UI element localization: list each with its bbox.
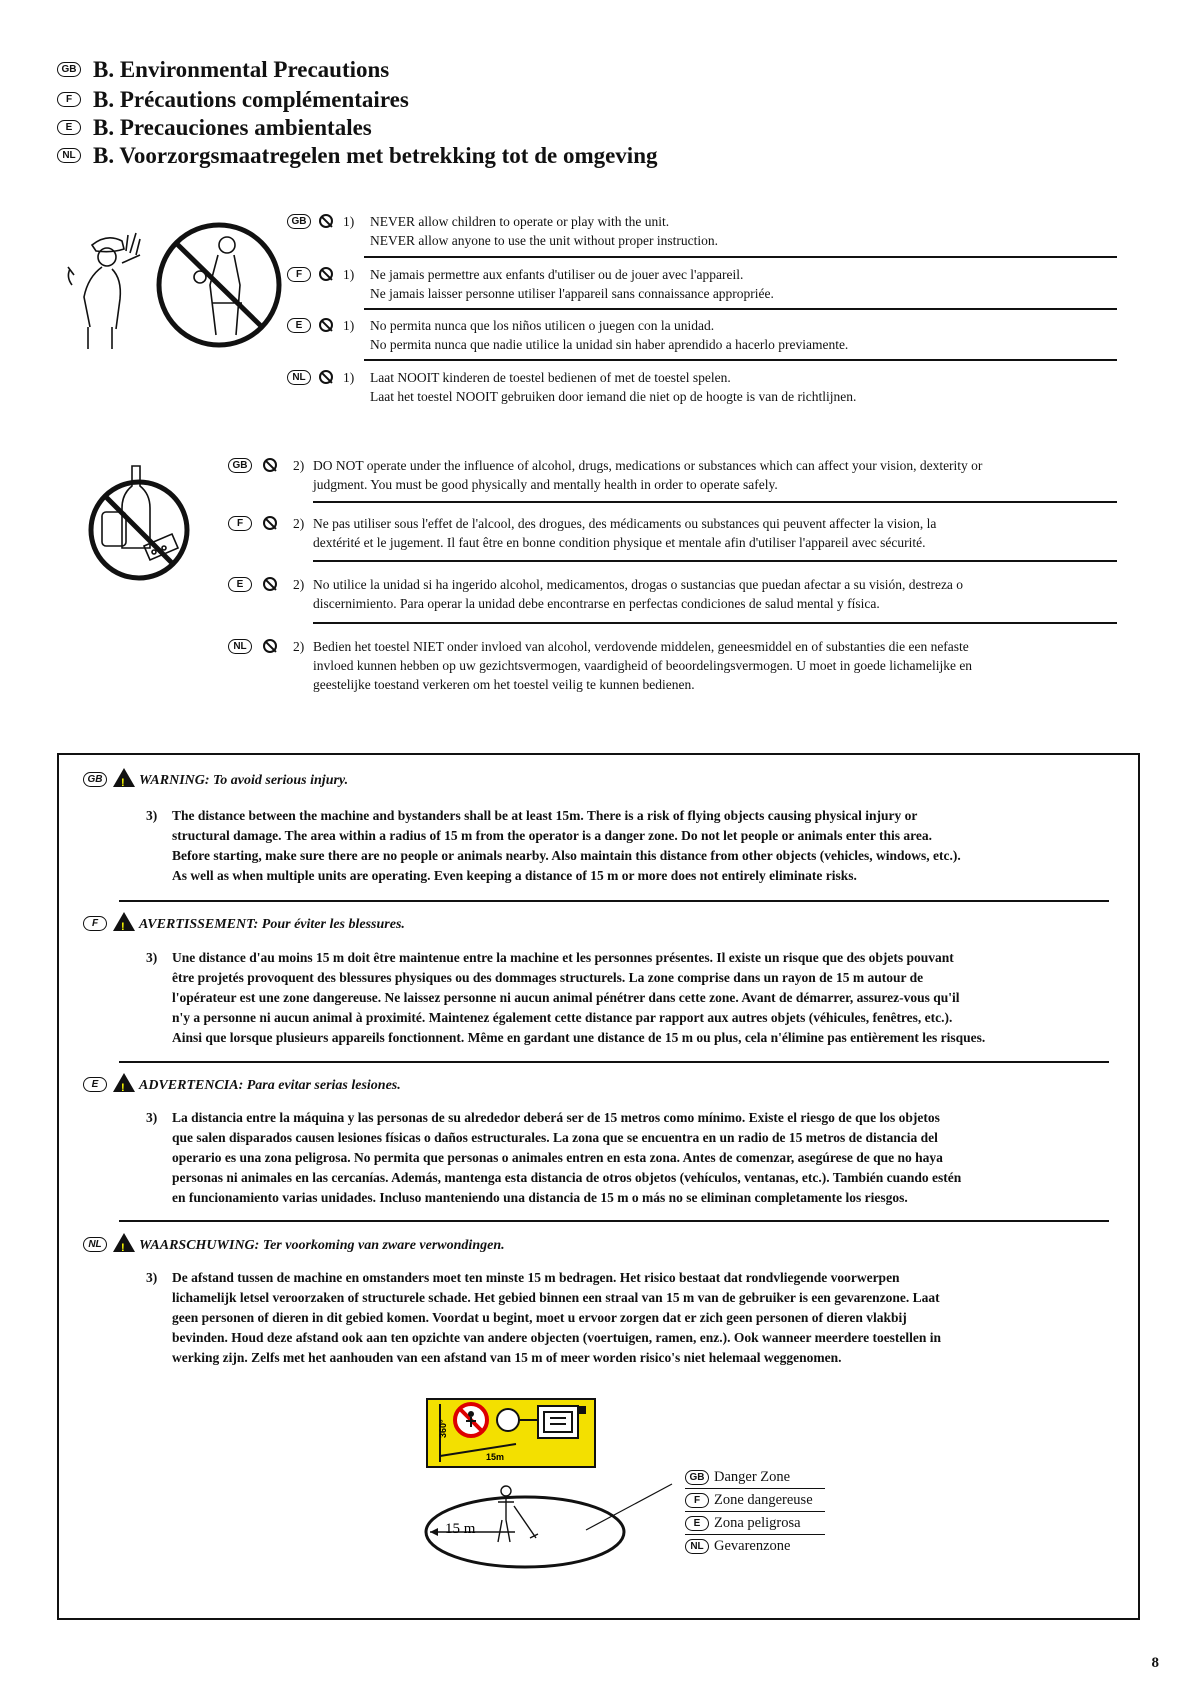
warning-line: De afstand tussen de machine en omstanders moet ten minste 15 m bedragen. Het risico bestaat dat rondvliegende voorwerpen: [172, 1270, 900, 1285]
warning-line: n'y a personne ni aucun animal à proximité. Maintenez également cette distance par rapport aux autres objets (véhicules, fenêtres, etc.).: [172, 1010, 953, 1025]
warning-line: La distancia entre la máquina y las personas de su alrededor deberá ser de 15 metros como mínimo. Existe el riesgo de que los objetos: [172, 1110, 940, 1125]
entry-line: Ne jamais permettre aux enfants d'utiliser ou de jouer avec l'appareil.: [370, 267, 744, 282]
heading-e: [57, 113, 372, 143]
warning-title-text: WARNING: To avoid serious injury.: [139, 773, 349, 788]
warning-triangle-icon: [113, 768, 135, 787]
divider: [364, 359, 1117, 361]
lang-badge: E: [287, 318, 311, 333]
warning-body-nl: [146, 1268, 1132, 1368]
prohibition-icon: [319, 214, 333, 228]
lang-badge: GB: [287, 214, 311, 229]
item-number: 1): [343, 214, 355, 229]
warning-triangle-icon: [113, 912, 135, 931]
item-number: 3): [146, 1110, 158, 1125]
lang-badge: GB: [57, 62, 81, 77]
entry-line: NEVER allow anyone to use the unit without proper instruction.: [370, 233, 718, 248]
entry-line: Laat NOOIT kinderen de toestel bedienen of met de toestel spelen.: [370, 370, 731, 385]
warning-title-e: [83, 1076, 401, 1096]
no-children-illustration: [62, 215, 282, 375]
prohibition-icon: [263, 516, 277, 530]
entry-line: dextérité et le jugement. Il faut être en bonne condition physique et mentale afin d'utiliser l'appareil avec sécurité.: [313, 535, 926, 550]
rule2-nl: [228, 637, 1178, 697]
warning-line: Une distance d'au moins 15 m doit être maintenue entre la machine et les personnes présentes. Il existe un risque que des objets pouvant: [172, 950, 954, 965]
warning-title-f: [83, 915, 405, 935]
entry-line: geestelijke toestand verkeren om het toestel veilig te kunnen bedienen.: [313, 677, 695, 692]
prohibition-icon: [263, 639, 277, 653]
warning-line: Before starting, make sure there are no people or animals nearby. Also maintain this distance from other objects (vehicles, windows, etc.).: [172, 848, 961, 863]
entry-line: Ne jamais laisser personne utiliser l'appareil sans connaissance appropriée.: [370, 286, 774, 301]
heading-text: B. Précautions complémentaires: [93, 87, 409, 112]
lang-badge: NL: [83, 1237, 107, 1252]
item-number: 1): [343, 370, 355, 385]
entry-line: Laat het toestel NOOIT gebruiken door iemand die niet op de hoogte is van de richtlijnen.: [370, 389, 857, 404]
lang-badge: NL: [228, 639, 252, 654]
legend-text: Gevarenzone: [714, 1538, 791, 1554]
warning-line: geen personen of dieren in dit gebied komen. Voordat u begint, moet u ervoor zorgen dat er zich geen personen of dieren vlakbij: [172, 1310, 907, 1325]
warning-line: bevinden. Houd deze afstand ook aan ten opzichte van andere objecten (voertuigen, ramen, enz.). Ook wanneer meerdere toestellen in: [172, 1330, 942, 1345]
warning-triangle-icon: [113, 1233, 135, 1252]
warning-body-f: [146, 948, 1132, 1048]
heading-f: [57, 85, 409, 115]
legend-item: [685, 1535, 825, 1557]
item-number: 2): [293, 639, 305, 654]
angle-label: 360°: [438, 1419, 448, 1438]
warning-title-text: ADVERTENCIA: Para evitar serias lesiones.: [139, 1078, 401, 1093]
entry-line: DO NOT operate under the influence of alcohol, drugs, medications or substances which can affect your vision, dexterity or: [313, 458, 983, 473]
prohibition-icon: [319, 318, 333, 332]
lang-badge: F: [228, 516, 252, 531]
warning-line: As well as when multiple units are operating. Even keeping a distance of 15 m or more does not entirely eliminate risks.: [172, 868, 857, 883]
item-number: 3): [146, 808, 158, 823]
divider: [364, 256, 1117, 258]
rule1-nl: [287, 368, 1167, 408]
lang-badge: E: [57, 120, 81, 135]
divider: [119, 1220, 1109, 1222]
entry-line: No permita nunca que nadie utilice la unidad sin haber aprendido a hacerlo previamente.: [370, 337, 849, 352]
legend-item: [685, 1466, 825, 1489]
warning-line: que salen disparados causen lesiones físicas o daños estructurales. La zona que se encuentra en un radio de 15 metros de distancia del: [172, 1130, 938, 1145]
warning-title-text: WAARSCHUWING: Ter voorkoming van zware verwondingen.: [139, 1238, 505, 1253]
divider: [119, 900, 1109, 902]
legend-item: [685, 1512, 825, 1535]
entry-line: NEVER allow children to operate or play with the unit.: [370, 214, 670, 229]
lang-badge: GB: [685, 1470, 709, 1485]
prohibition-icon: [263, 458, 277, 472]
entry-line: judgment. You must be good physically and mentally health in order to operate safely.: [313, 477, 778, 492]
divider: [364, 308, 1117, 310]
warning-title-gb: [83, 771, 348, 791]
legend-text: Zona peligrosa: [714, 1515, 801, 1531]
item-number: 3): [146, 950, 158, 965]
entry-line: Bedien het toestel NIET onder invloed van alcohol, verdovende middelen, geneesmiddel en of substanties die een nefaste: [313, 639, 969, 654]
danger-zone-legend: [685, 1466, 825, 1557]
page-number: 8: [1151, 1655, 1159, 1671]
entry-line: invloed kunnen hebben op uw gezichtsvermogen, vaardigheid of beoordelingsvermogen. U moet in goede lichamelijke en: [313, 658, 973, 673]
lang-badge: E: [228, 577, 252, 592]
warning-line: être projetés provoquent des blessures physiques ou des dommages structurels. La zone comprise dans un rayon de 15 m autour de: [172, 970, 924, 985]
warning-line: operario es una zona peligrosa. No permita que personas o animales entren en esta zona. Antes de comenzar, asegúrese de que no haya: [172, 1150, 943, 1165]
item-number: 3): [146, 1270, 158, 1285]
lang-badge: F: [287, 267, 311, 282]
legend-text: Danger Zone: [714, 1469, 791, 1485]
divider: [119, 1061, 1109, 1063]
item-number: 2): [293, 577, 305, 592]
item-number: 1): [343, 267, 355, 282]
warning-line: personas ni animales en las cercanías. Además, mantenga esta distancia de otros objetos (vehículos, ventanas, etc.). También cuando estén: [172, 1170, 962, 1185]
lang-badge: NL: [685, 1539, 709, 1554]
danger-zone-diagram: [410, 1470, 730, 1580]
heading-text: B. Voorzorgsmaatregelen met betrekking tot de omgeving: [93, 143, 658, 168]
lang-badge: E: [685, 1516, 709, 1531]
warning-line: en funcionamiento varias unidades. Incluso manteniendo una distancia de 15 m o más no se eliminan completamente los riesgos.: [172, 1190, 908, 1205]
prohibition-icon: [319, 370, 333, 384]
rule1-f: [287, 265, 1167, 305]
divider: [313, 501, 1117, 503]
heading-text: B. Environmental Precautions: [93, 57, 390, 82]
lang-badge: F: [57, 92, 81, 107]
heading-nl: [57, 141, 658, 171]
entry-line: No utilice la unidad si ha ingerido alcohol, medicamentos, drogas o sustancias que puedan afectar a su visión, destreza o: [313, 577, 964, 592]
rule1-e: [287, 316, 1167, 356]
legend-text: Zone dangereuse: [714, 1492, 813, 1508]
rule2-f: [228, 514, 1178, 554]
item-number: 1): [343, 318, 355, 333]
lang-badge: GB: [228, 458, 252, 473]
lang-badge: E: [83, 1077, 107, 1092]
no-alcohol-illustration: [84, 460, 194, 600]
lang-badge: NL: [57, 148, 81, 163]
danger-zone-label: [426, 1398, 596, 1468]
diagram-distance-label: 15 m: [445, 1521, 476, 1537]
rule2-gb: [228, 456, 1178, 496]
entry-line: discernimiento. Para operar la unidad debe encontrarse en perfectas condiciones de salud mental y física.: [313, 596, 880, 611]
lang-badge: F: [83, 916, 107, 931]
warning-line: lichamelijk letsel veroorzaken of structurele schade. Het gebied binnen een straal van 15 m van de gebruiker is een gevarenzone. Laat: [172, 1290, 940, 1305]
prohibition-icon: [263, 577, 277, 591]
warning-line: werking zijn. Zelfs met het aanhouden van een afstand van 15 m of meer worden risico's niet helemaal weggenomen.: [172, 1350, 842, 1365]
warning-triangle-icon: [113, 1073, 135, 1092]
warning-line: Ainsi que lorsque plusieurs appareils fonctionnent. Même en gardant une distance de 15 m ou plus, cela n'élimine pas entièrement les risques.: [172, 1030, 986, 1045]
heading-gb: [57, 55, 389, 85]
item-number: 2): [293, 458, 305, 473]
warning-line: l'opérateur est une zone dangereuse. Ne laissez personne ni aucun animal pénétrer dans cette zone. Avant de démarrer, assurez-vous qu'il: [172, 990, 960, 1005]
entry-line: No permita nunca que los niños utilicen o juegen con la unidad.: [370, 318, 715, 333]
lang-badge: F: [685, 1493, 709, 1508]
legend-item: [685, 1489, 825, 1512]
rule2-e: [228, 575, 1178, 615]
divider: [313, 560, 1117, 562]
lang-badge: NL: [287, 370, 311, 385]
rule1-gb: [287, 212, 1167, 252]
lang-badge: GB: [83, 772, 107, 787]
item-number: 2): [293, 516, 305, 531]
distance-label: 15m: [486, 1452, 505, 1462]
warning-body-gb: [146, 806, 1122, 886]
prohibition-icon: [319, 267, 333, 281]
entry-line: Ne pas utiliser sous l'effet de l'alcool, des drogues, des médicaments ou substances qui peuvent affecter la vision, la: [313, 516, 937, 531]
heading-text: B. Precauciones ambientales: [93, 115, 372, 140]
warning-body-e: [146, 1108, 1132, 1208]
warning-title-nl: [83, 1236, 505, 1256]
warning-line: The distance between the machine and bystanders shall be at least 15m. There is a risk of flying objects causing physical injury or: [172, 808, 918, 823]
warning-line: structural damage. The area within a radius of 15 m from the operator is a danger zone. Do not let people or animals enter this area.: [172, 828, 932, 843]
warning-title-text: AVERTISSEMENT: Pour éviter les blessures.: [139, 917, 405, 932]
divider: [313, 622, 1117, 624]
